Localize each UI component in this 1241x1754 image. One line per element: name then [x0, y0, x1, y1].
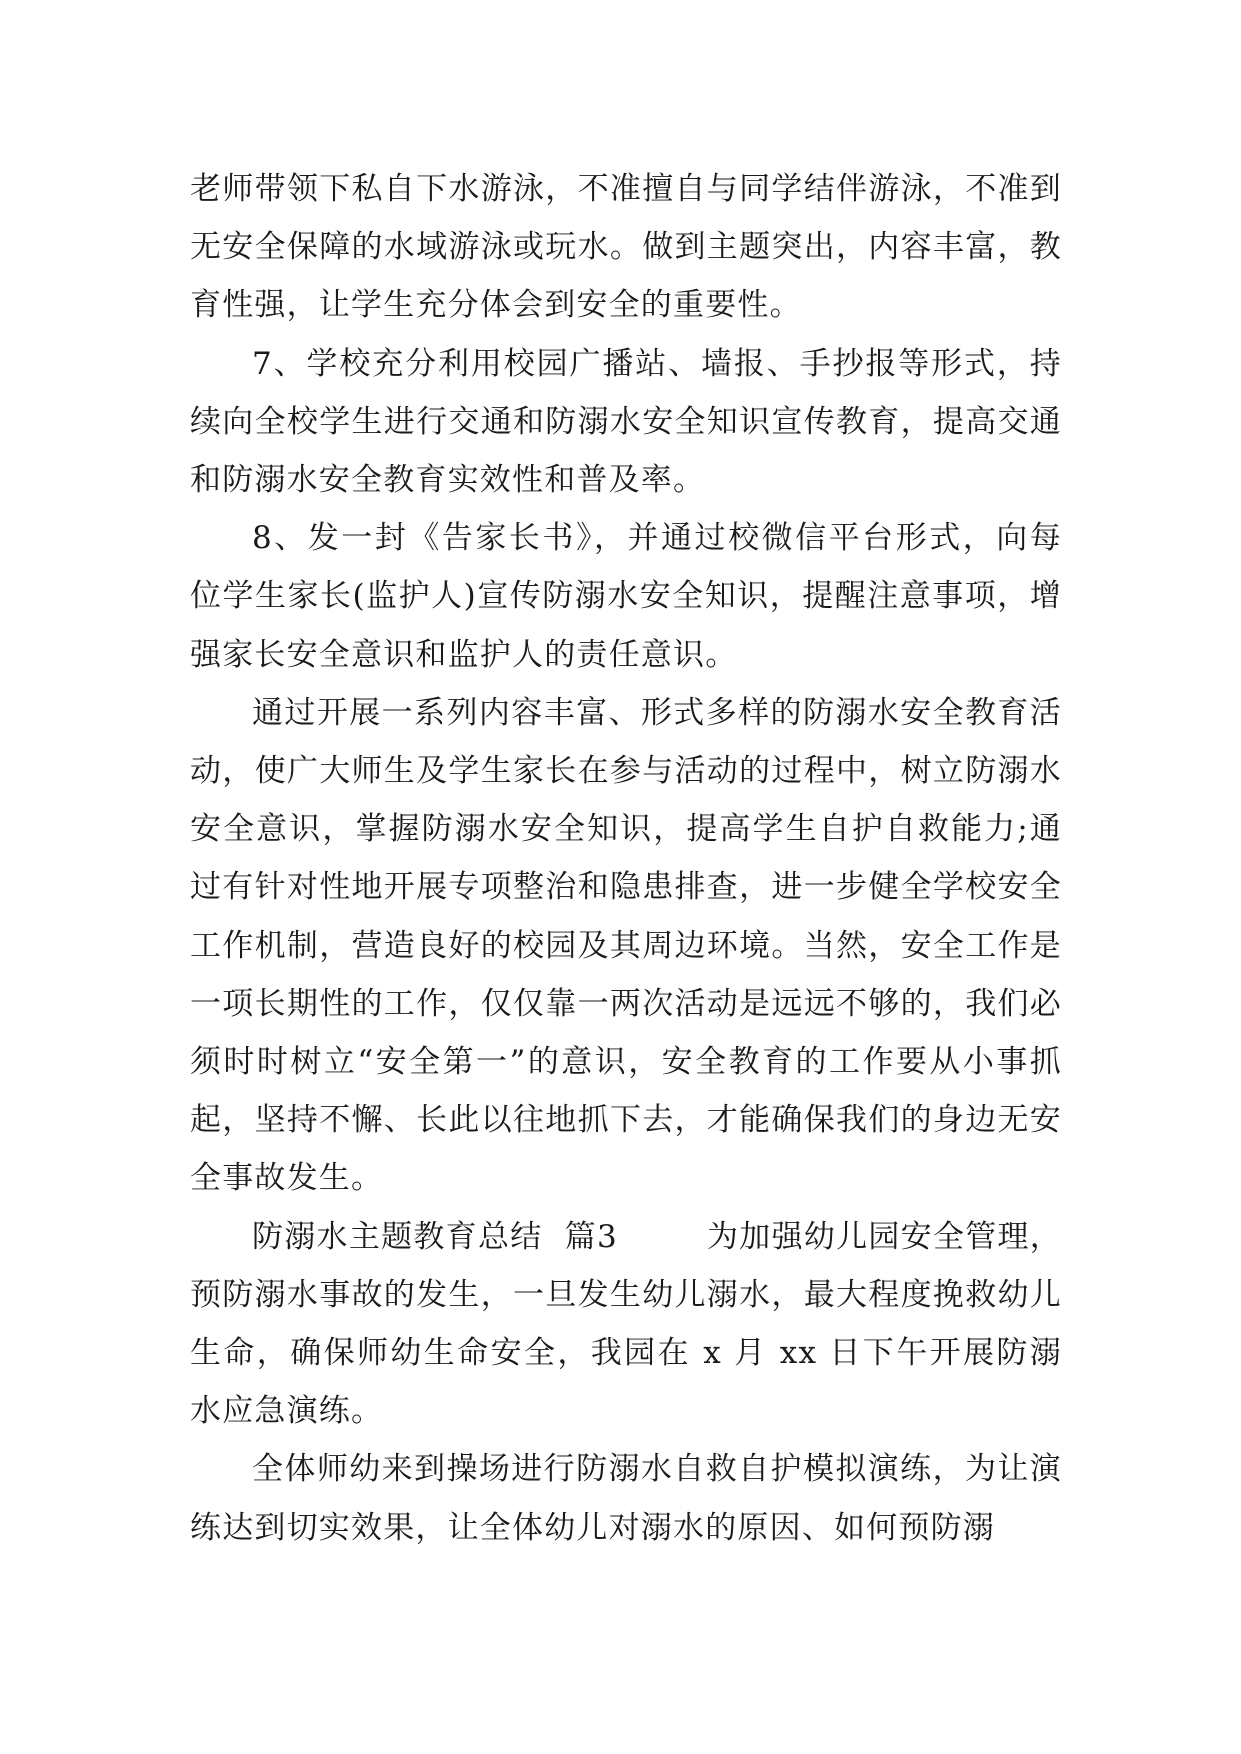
- paragraph-summary: 通过开展一系列内容丰富、形式多样的防溺水安全教育活动，使广大师生及学生家长在参与活动的过程中，树立防溺水安全意识，掌握防溺水安全知识，提高学生自护自救能力;通过有针对性地开展专项整治和隐患排查，进一步健全学校安全工作机制，营造良好的校园及其周边环境。当然，安全工作是一项长期性的工作，仅仅靠一两次活动是远远不够的，我们必须时时树立“安全第一”的意识，安全教育的工作要从小事抓起，坚持不懈、长此以往地抓下去，才能确保我们的身边无安全事故发生。: [190, 694, 1062, 1197]
- paragraph-item-7: 7、学校充分利用校园广播站、墙报、手抄报等形式，持续向全校学生进行交通和防溺水安全知识宣传教育，提高交通和防溺水安全教育实效性和普及率。: [190, 345, 1062, 499]
- paragraph-drill: 全体师幼来到操场进行防溺水自救自护模拟演练，为让演练达到切实效果，让全体幼儿对溺水的原因、如何预防溺: [190, 1451, 1062, 1546]
- paragraph-item-8: 8、发一封《告家长书》，并通过校微信平台形式，向每位学生家长(监护人)宣传防溺水安全知识，提醒注意事项，增强家长安全意识和监护人的责任意识。: [190, 520, 1062, 673]
- body-text: [190, 160, 1062, 1557]
- paragraph-continuation: 老师带领下私自下水游泳，不准擅自与同学结伴游泳，不准到无安全保障的水域游泳或玩水。做到主题突出，内容丰富，教育性强，让学生充分体会到安全的重要性。: [190, 171, 1062, 324]
- paragraph-section-3: 防溺水主题教育总结 篇3 为加强幼儿园安全管理，预防溺水事故的发生，一旦发生幼儿溺水，最大程度挽救幼儿生命，确保师幼生命安全，我园在 x 月 xx 日下午开展防溺水应急演练。: [190, 1218, 1062, 1430]
